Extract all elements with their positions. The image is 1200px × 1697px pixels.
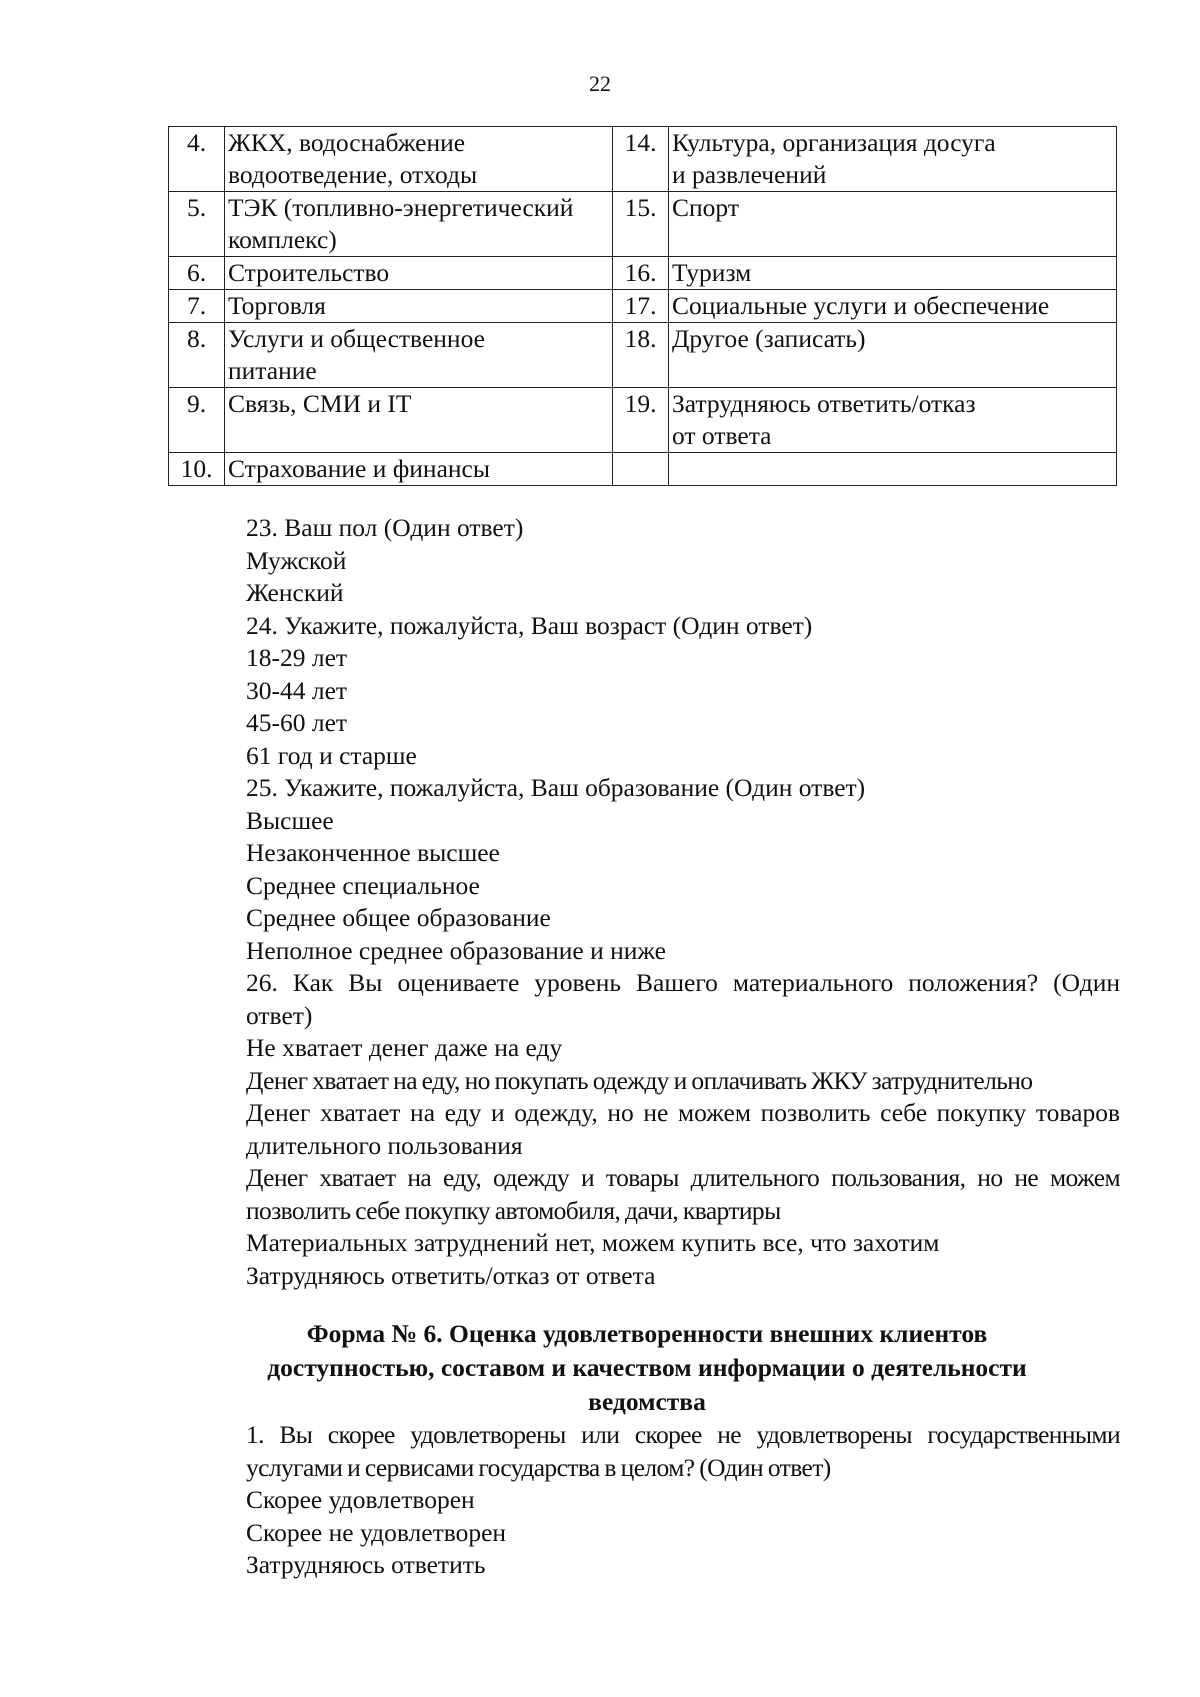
category-label-cell: [669, 290, 1117, 323]
category-label-cell: [225, 257, 613, 290]
category-label-cell: [669, 257, 1117, 290]
option-edu-general-secondary: Среднее общее образование: [246, 903, 551, 932]
option-male: Мужской: [246, 545, 347, 575]
option-income-3: Денег хватает на еду и одежду, но не можем позволить себе покупку товаров длительного пользования: [246, 1098, 1120, 1160]
table-row: [169, 290, 1117, 323]
row-number: 17.: [613, 290, 669, 323]
category-label-cell: [669, 127, 1117, 192]
row-number: 8.: [169, 323, 225, 388]
category-label-cell: [225, 388, 613, 453]
category-label-line: Торговля: [228, 291, 326, 320]
category-label-line: Туризм: [672, 258, 752, 287]
category-label-cell: [669, 323, 1117, 388]
option-edu-special-secondary: Среднее специальное: [246, 870, 480, 900]
category-label-cell: [225, 192, 613, 257]
category-label-line: Затрудняюсь ответить/отказ: [672, 389, 976, 418]
question-25: 25. Укажите, пожалуйста, Ваш образование (Один ответ): [246, 773, 866, 802]
option-female: Женский: [246, 578, 344, 607]
table-row: [169, 127, 1117, 192]
option-income-4: Денег хватает на еду, одежду и товары длительного пользования, но не можем позволить себе покупку автомобиля, дачи, квартиры: [246, 1163, 1120, 1225]
category-label-cell: [669, 388, 1117, 453]
category-label-line: от ответа: [672, 421, 772, 450]
category-label-line: комплекс): [228, 225, 337, 254]
question-23: 23. Ваш пол (Один ответ): [246, 513, 524, 542]
category-label-line: Связь, СМИ и IT: [228, 389, 412, 418]
row-number: 4.: [169, 127, 225, 192]
page-number: 22: [589, 71, 611, 96]
row-number: 7.: [169, 290, 225, 323]
category-label-cell: [225, 290, 613, 323]
category-label-line: и развлечений: [672, 160, 827, 189]
option-income-2: Денег хватает на еду, но покупать одежду и оплачивать ЖКУ затруднительно: [246, 1065, 1033, 1095]
row-number: 5.: [169, 192, 225, 257]
table-row: [169, 453, 1117, 486]
row-number: 15.: [613, 192, 669, 257]
category-label-line: ТЭК (топливно-энергетический: [228, 193, 574, 222]
option-income-5: Материальных затруднений нет, можем купить все, что захотим: [246, 1228, 940, 1257]
form-6-title-line: Форма № 6. Оценка удовлетворенности внешних клиентов: [306, 1319, 988, 1348]
category-label-cell: [225, 453, 613, 486]
row-number: 6.: [169, 257, 225, 290]
option-edu-incomplete-higher: Незаконченное высшее: [246, 838, 500, 867]
category-label-line: Услуги и общественное: [228, 324, 485, 353]
question-26: 26. Как Вы оцениваете уровень Вашего материального положения? (Один ответ): [246, 968, 1120, 1030]
option-edu-incomplete-secondary: Неполное среднее образование и ниже: [246, 935, 666, 965]
option-hard-to-answer: Затрудняюсь ответить: [246, 1550, 486, 1579]
table-row: [169, 388, 1117, 453]
form-6-question-1: 1. Вы скорее удовлетворены или скорее не удовлетворены государственными услугами и сервисами государства в целом? (Один ответ): [246, 1420, 1120, 1482]
option-age-30-44: 30-44 лет: [246, 675, 348, 705]
category-label-cell: [225, 323, 613, 388]
category-label-cell: [669, 453, 1117, 486]
option-edu-higher: Высшее: [246, 805, 334, 835]
category-label-line: Другое (записать): [672, 324, 866, 353]
category-label-line: водоотведение, отходы: [228, 160, 478, 189]
category-label-line: Спорт: [672, 193, 739, 222]
option-age-61-plus: 61 год и старше: [246, 740, 417, 770]
category-label-line: Социальные услуги и обеспечение: [672, 291, 1050, 320]
category-label-line: Страхование и финансы: [228, 454, 490, 483]
table-row: [169, 323, 1117, 388]
question-24: 24. Укажите, пожалуйста, Ваш возраст (Один ответ): [246, 610, 813, 640]
row-number: [613, 453, 669, 486]
category-label-line: Строительство: [228, 258, 390, 287]
form-6-title: [174, 1317, 1120, 1419]
document-body: [174, 512, 1120, 1582]
option-age-18-29: 18-29 лет: [246, 643, 348, 672]
category-label-line: ЖКХ, водоснабжение: [228, 128, 466, 157]
form-6-title-line: доступностью, составом и качеством информации о деятельности: [267, 1353, 1027, 1382]
row-number: 18.: [613, 323, 669, 388]
table-row: [169, 257, 1117, 290]
category-label-line: Культура, организация досуга: [672, 128, 996, 157]
option-income-6: Затрудняюсь ответить/отказ от ответа: [246, 1260, 656, 1290]
row-number: 19.: [613, 388, 669, 453]
option-income-1: Не хватает денег даже на еду: [246, 1033, 563, 1062]
category-label-cell: [669, 192, 1117, 257]
option-age-45-60: 45-60 лет: [246, 708, 348, 737]
category-label-line: питание: [228, 356, 317, 385]
row-number: 10.: [169, 453, 225, 486]
row-number: 16.: [613, 257, 669, 290]
option-not-satisfied: Скорее не удовлетворен: [246, 1517, 507, 1547]
table-row: [169, 192, 1117, 257]
option-satisfied: Скорее удовлетворен: [246, 1485, 475, 1514]
row-number: 14.: [613, 127, 669, 192]
category-table: [168, 126, 1117, 486]
category-label-cell: [225, 127, 613, 192]
form-6-title-line: ведомства: [588, 1387, 706, 1416]
row-number: 9.: [169, 388, 225, 453]
